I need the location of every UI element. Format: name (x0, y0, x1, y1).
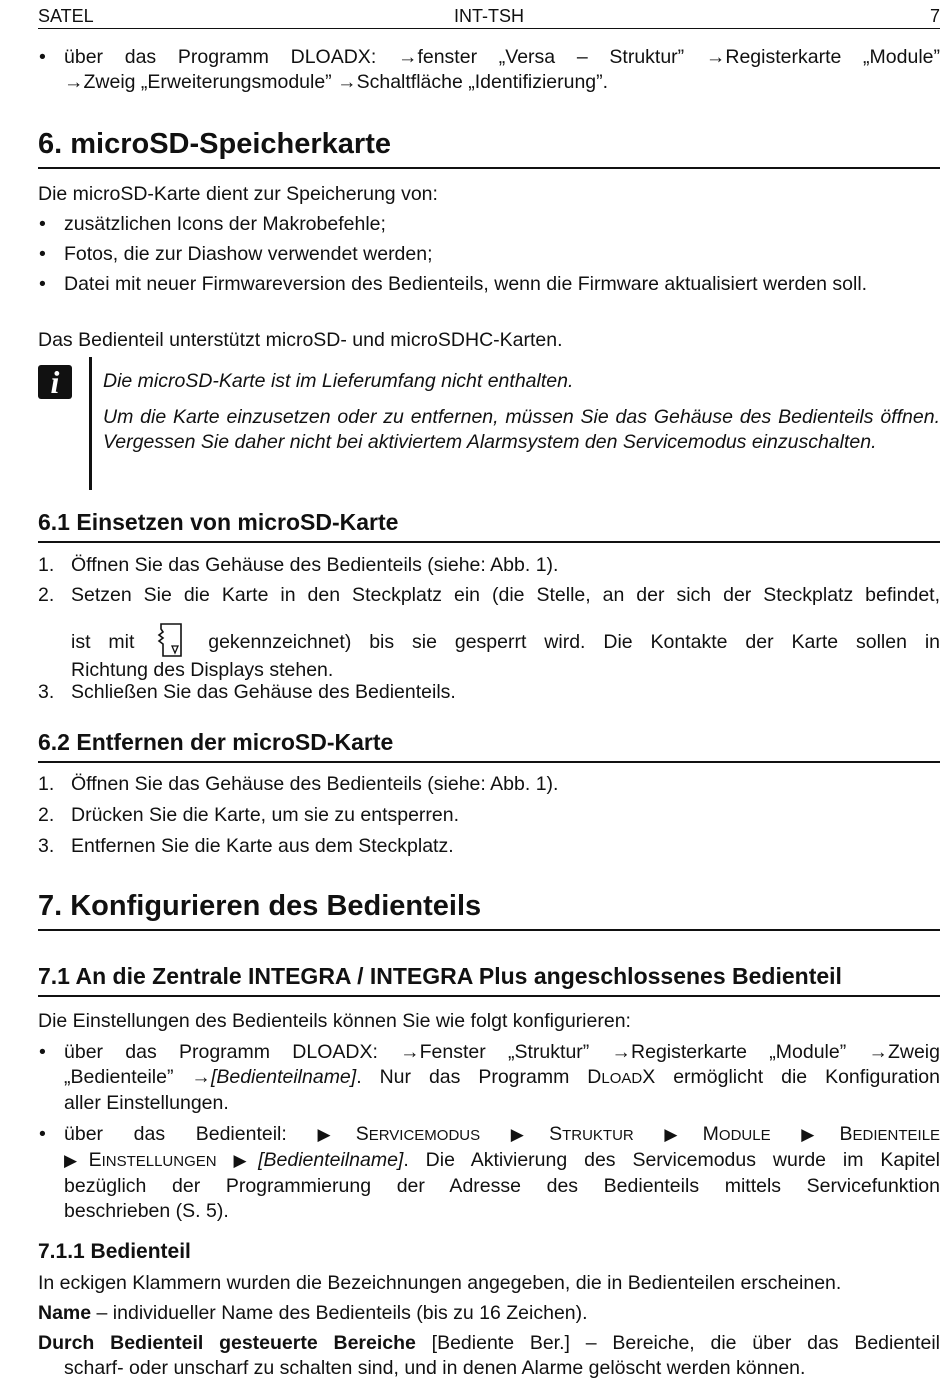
controlled-partitions-parameter: Durch Bedienteil gesteuerte Bereiche [Bediente Ber.] – Bereiche, die über das Bedienteil scharf- oder unscharf zu schalten sind, und in denen Alarme gelöscht werden können. (38, 1332, 940, 1379)
dloadx-identify-bullet: • über das Programm DLOADX: →fenster „Versa – Struktur” →Registerkarte „Module” →Zweig „Erweiterungsmodule” →Schaltfläche „Identifizierung”. (38, 45, 940, 95)
note-text-1: Die microSD-Karte ist im Lieferumfang nicht enthalten. (103, 370, 574, 392)
list-item: • Fotos, die zur Diashow verwendet werden; (38, 242, 940, 267)
menu-arrow-icon: ▶ (233, 1151, 259, 1170)
menu-path-bedienteile: ▶BEDIENTEILE (801, 1123, 941, 1145)
note-divider (89, 357, 92, 490)
section-6-intro: Die microSD-Karte dient zur Speicherung von: (38, 183, 438, 205)
dloadx-config-bullet: • über das Programm DLOADX: →Fenster „Struktur” →Registerkarte „Module” →Zweig „Bedienteile” →[Bedienteilname]. Nur das Programm DLOADX ermöglicht die Konfiguration aller Einstellungen. (38, 1040, 940, 1116)
section-6-heading: 6. microSD-Speicherkarte (38, 127, 940, 169)
section-6-1-heading: 6.1 Einsetzen von microSD-Karte (38, 508, 940, 543)
name-parameter: Name – individueller Name des Bedienteils (bis zu 16 Zeichen). (38, 1302, 588, 1324)
section-6-2-heading: 6.2 Entfernen der microSD-Karte (38, 728, 940, 763)
list-item: • Datei mit neuer Firmwareversion des Bedienteils, wenn die Firmware aktualisiert werden soll. (38, 272, 940, 297)
list-item: 2. Drücken Sie die Karte, um sie zu entsperren. (38, 804, 460, 826)
list-item: 3. Entfernen Sie die Karte aus dem Steckplatz. (38, 835, 454, 857)
list-item: 3. Schließen Sie das Gehäuse des Bedienteils. (38, 681, 456, 703)
list-item: 2. Setzen Sie die Karte in den Steckplatz ein (die Stelle, an der sich der Steckplatz befindet, ist mit gekennzeichnet) bis sie gesperrt wird. Die Kontakte der Karte sollen in Richtung des Displays stehen. (38, 584, 940, 681)
keypad-config-bullet: • über das Bedienteil: ▶SERVICEMODUS ▶STRUKTUR ▶MODULE ▶BEDIENTEILE ▶EINSTELLUNGEN ▶[Bedienteilname]. Die Aktivierung des Servicemodus wurde im Kapitel bezüglich der Programmierung der Adresse des Bedienteils mittels Servicefunktion beschrieben (S. 5). (38, 1122, 940, 1224)
section-7-1-1-intro: In eckigen Klammern wurden die Bezeichnungen angegeben, die in Bedienteilen erscheinen. (38, 1272, 842, 1294)
list-item: • zusätzlichen Icons der Makrobefehle; (38, 212, 940, 237)
brand-name: SATEL (38, 6, 94, 26)
section-7-1-1-heading: 7.1.1 Bedienteil (38, 1240, 191, 1263)
menu-arrow-icon: ▶ (801, 1125, 840, 1144)
menu-path-module: ▶MODULE (664, 1123, 771, 1145)
page-number: 7 (929, 6, 940, 26)
section-7-1-intro: Die Einstellungen des Bedienteils können Sie wie folgt konfigurieren: (38, 1010, 631, 1032)
menu-arrow-icon: ▶ (664, 1125, 703, 1144)
list-item: 1. Öffnen Sie das Gehäuse des Bedienteils (siehe: Abb. 1). (38, 773, 559, 795)
document-title: INT-TSH (454, 6, 524, 26)
section-7-heading: 7. Konfigurieren des Bedienteils (38, 889, 940, 931)
page-header (38, 4, 940, 29)
info-icon: i (38, 365, 72, 399)
microsd-slot-icon (156, 622, 186, 658)
menu-arrow-icon: ▶ (510, 1125, 550, 1144)
menu-arrow-icon: ▶ (317, 1125, 356, 1144)
menu-path-struktur: ▶STRUKTUR (510, 1123, 634, 1145)
list-item: 1. Öffnen Sie das Gehäuse des Bedienteils (siehe: Abb. 1). (38, 554, 559, 576)
menu-path-einstellungen: ▶EINSTELLUNGEN (64, 1149, 217, 1171)
info-note (38, 357, 940, 490)
card-support-text: Das Bedienteil unterstützt microSD- und microSDHC-Karten. (38, 329, 563, 351)
note-text-2: Um die Karte einzusetzen oder zu entfernen, müssen Sie das Gehäuse des Bedienteils öffnen. Vergessen Sie daher nicht bei aktiviertem Alarmsystem den Servicemodus einzuschalten. (103, 406, 940, 453)
section-7-1-heading: 7.1 An die Zentrale INTEGRA / INTEGRA Plus angeschlossenes Bedienteil (38, 962, 940, 997)
menu-arrow-icon: ▶ (64, 1151, 89, 1170)
menu-path-servicemodus: ▶SERVICEMODUS (317, 1123, 481, 1145)
